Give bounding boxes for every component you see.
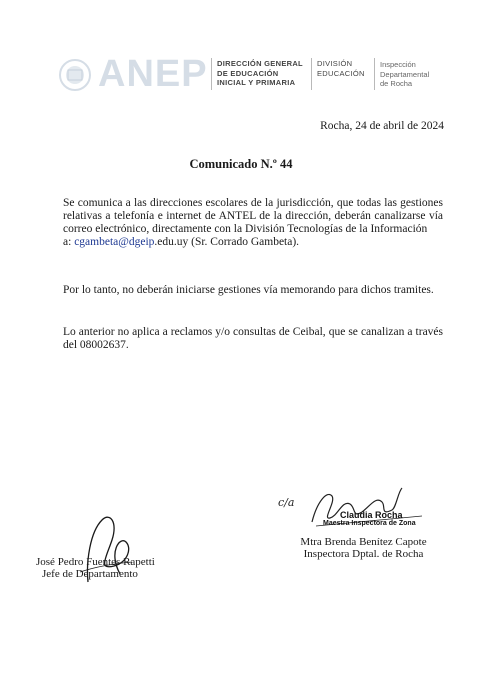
header-divider xyxy=(211,58,212,90)
signer-right-name: Mtra Brenda Benítez Capote xyxy=(300,536,427,548)
signer-right xyxy=(296,536,431,560)
header-main-title: DIRECCIÓN GENERAL DE EDUCACIÓN INICIAL Y PRIMARIA xyxy=(217,59,303,87)
signer-left-role: Jefe de Departamento xyxy=(42,568,138,580)
document-title: Comunicado N.º 44 xyxy=(189,157,293,171)
paragraph-2: Por lo tanto, no deberán iniciarse gestiones vía memorando para dichos tramites. xyxy=(63,284,434,296)
paragraph-1-contact: a: cgambeta@dgeip.edu.uy (Sr. Corrado Gambeta). xyxy=(63,236,300,248)
signer-right-role: Inspectora Dptal. de Rocha xyxy=(303,548,424,560)
stamp-name: Claudia Rocha xyxy=(340,510,403,520)
paragraph-3: Lo anterior no aplica a reclamos y/o consultas de Ceibal, que se canalizan a través del 08002637. xyxy=(63,326,443,351)
paragraph-1 xyxy=(63,197,443,249)
signature-prefix: c/a xyxy=(278,496,295,509)
handwritten-signature-left xyxy=(28,512,178,592)
header-division: DIVISIÓN EDUCACIÓN xyxy=(317,59,365,78)
header-inspection: Inspección Departamental de Rocha xyxy=(380,60,430,88)
paragraph-1-text: Se comunica a las direcciones escolares de la jurisdicción, que todas las gestiones relativas a telefonía e internet de ANTEL de la dirección, deberán canalizarse vía correo electrónico, directamente con la División Tecnologías de la Información xyxy=(63,197,443,235)
email-link[interactable]: cgambeta@dgeip xyxy=(74,236,155,248)
header-divider xyxy=(374,58,375,90)
document-date: Rocha, 24 de abril de 2024 xyxy=(320,120,444,132)
national-seal-icon xyxy=(58,58,92,92)
stamp-role: Maestra Inspectora de Zona xyxy=(323,520,416,527)
signer-left-name: José Pedro Fuentes Rapetti xyxy=(36,556,155,568)
signer-left xyxy=(36,556,176,580)
letterhead xyxy=(58,50,458,100)
header-divider xyxy=(311,58,312,90)
anep-logo-text: ANEP xyxy=(98,53,208,95)
